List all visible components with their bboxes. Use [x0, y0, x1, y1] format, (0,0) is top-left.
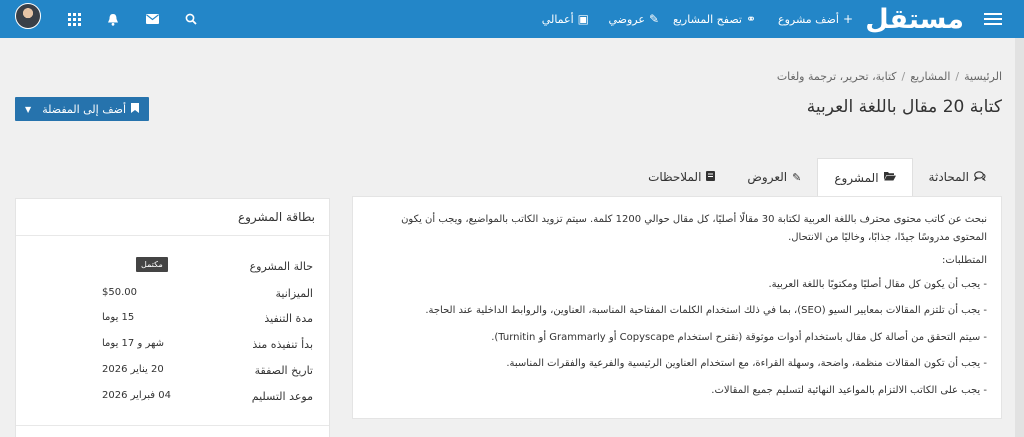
deal-date-row: [16, 364, 329, 384]
breadcrumb-separator: /: [955, 70, 960, 83]
bookmark-icon: [131, 103, 139, 116]
project-tabs: [632, 158, 1002, 196]
project-intro: نبحث عن كاتب محتوى محترف باللغة العربية لكتابة 30 مقالًا أصليًا، كل مقال حوالي 1200 كلمة. سيتم تزويد الكاتب بالمواضيع، ويجب أن يكون المحتوى مدروسًا جيدًا، جذابًا، وخاليًا من الانتحال.: [401, 214, 987, 243]
edit-icon: ✎: [792, 170, 802, 184]
card-divider: [16, 425, 329, 426]
breadcrumb-projects[interactable]: المشاريع: [910, 70, 951, 83]
deal-date-label: تاريخ الصفقة: [254, 364, 313, 377]
tab-project[interactable]: [817, 158, 912, 196]
grid-icon[interactable]: [66, 0, 82, 38]
project-status-label: حالة المشروع: [249, 260, 313, 273]
budget-label: الميزانية: [275, 287, 313, 300]
nav-my-offers-label: عروضي: [608, 12, 645, 26]
started-since-value: شهر و 17 يوما: [102, 338, 164, 349]
nav-my-work[interactable]: [542, 0, 589, 38]
project-description-panel: [352, 196, 1002, 419]
tab-conversation-label: المحادثة: [928, 170, 969, 184]
add-to-favorites-button[interactable]: [15, 97, 149, 121]
duration-row: [16, 312, 329, 332]
breadcrumb-category[interactable]: كتابة، تحرير، ترجمة ولغات: [776, 70, 897, 83]
delivery-date-value: 04 فبراير 2026: [102, 390, 171, 401]
project-status-row: [16, 260, 329, 280]
notes-icon: [706, 171, 715, 184]
deal-date-value: 20 يناير 2026: [102, 364, 164, 375]
duration-value: 15 يوما: [102, 312, 135, 323]
nav-my-work-label: أعمالي: [541, 12, 574, 26]
bell-icon[interactable]: [105, 0, 121, 38]
breadcrumb-separator: /: [901, 70, 906, 83]
briefcase-icon: ▣: [577, 12, 589, 26]
requirement-item: - يجب على الكاتب الالتزام بالمواعيد النهائية لتسليم جميع المقالات.: [711, 384, 987, 396]
requirement-item: - سيتم التحقق من أصالة كل مقال باستخدام أدوات موثوقة (نقترح استخدام Copyscape أو Grammarly أو Turnitin).: [491, 331, 987, 343]
folder-icon: [884, 171, 896, 184]
nav-add-project-label: أضف مشروع: [778, 12, 839, 26]
budget-row: [16, 287, 329, 307]
add-to-favorites-label: أضف إلى المفضلة: [42, 102, 126, 116]
envelope-icon[interactable]: [144, 0, 160, 38]
requirement-item: - يجب أن تكون المقالات منظمة، واضحة، وسهلة القراءة، مع استخدام العناوين الرئيسية والفرعية والفقرات المناسبة.: [506, 358, 987, 369]
hamburger-icon[interactable]: [984, 0, 1002, 38]
nav-browse-projects[interactable]: [673, 0, 756, 38]
requirement-item: - يجب أن تلتزم المقالات بمعايير السيو (SEO)، بما في ذلك استخدام الكلمات المفتاحية المناسبة، العناوين، والروابط الداخلية عند الحاجة.: [425, 305, 987, 316]
tab-offers[interactable]: [731, 158, 817, 196]
delivery-date-label: موعد التسليم: [251, 390, 313, 403]
search-icon[interactable]: [183, 0, 199, 38]
nav-my-offers[interactable]: [608, 0, 659, 38]
budget-value: $50.00: [102, 287, 137, 298]
binoculars-icon: ⚭: [745, 12, 756, 26]
nav-add-project[interactable]: [778, 0, 853, 38]
status-badge: مكتمل: [136, 257, 168, 272]
tab-notes[interactable]: [632, 158, 731, 196]
top-navbar: [0, 0, 1024, 38]
breadcrumb: [777, 70, 1002, 83]
requirement-item: - يجب أن يكون كل مقال أصليًا ومكتوبًا باللغة العربية.: [768, 278, 987, 290]
requirements-title: المتطلبات:: [942, 255, 987, 266]
avatar[interactable]: [15, 3, 41, 29]
page-title: كتابة 20 مقال باللغة العربية: [806, 97, 1002, 117]
duration-label: مدة التنفيذ: [264, 312, 313, 325]
project-card: [15, 198, 330, 437]
tab-offers-label: العروض: [747, 170, 788, 184]
project-card-title: بطاقة المشروع: [16, 199, 329, 236]
tab-conversation[interactable]: [913, 158, 1002, 196]
nav-browse-projects-label: تصفح المشاريع: [673, 12, 742, 26]
edit-icon: ✎: [648, 12, 659, 26]
breadcrumb-home[interactable]: الرئيسية: [964, 70, 1002, 83]
delivery-date-row: [16, 390, 329, 410]
tab-notes-label: الملاحظات: [648, 170, 702, 184]
comments-icon: [974, 171, 986, 184]
plus-icon: +: [842, 12, 853, 26]
caret-down-icon[interactable]: ▼: [25, 104, 32, 114]
started-since-row: [16, 338, 329, 358]
scrollbar[interactable]: [1015, 38, 1024, 437]
tab-project-label: المشروع: [834, 170, 879, 185]
started-since-label: بدأ تنفيذه منذ: [252, 338, 313, 351]
site-logo[interactable]: مستقل: [865, 3, 964, 35]
